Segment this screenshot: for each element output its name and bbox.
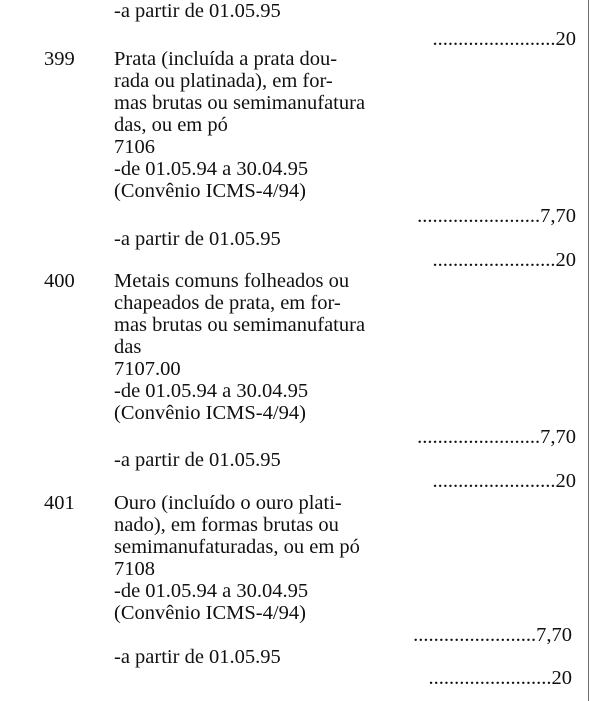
item-401-description-line-3: semimanufaturadas, ou em pó — [114, 536, 360, 558]
item-400-agreement: (Convênio ICMS-4/94) — [114, 402, 306, 424]
item-400-description-line-4: das — [114, 336, 142, 358]
top-rate: ........................20 — [432, 28, 576, 50]
item-399-agreement: (Convênio ICMS-4/94) — [114, 180, 306, 202]
item-400-period-label: -de 01.05.94 a 30.04.95 — [114, 380, 309, 402]
item-399-description-line-3: mas brutas ou semimanufatura — [114, 92, 366, 114]
item-399-description-line-1: Prata (incluída a prata dou- — [114, 48, 338, 70]
item-399-description-line-2: rada ou platinada), em for- — [114, 70, 333, 92]
item-401-description-line-1: Ouro (incluído o ouro plati- — [114, 492, 342, 514]
item-400-code: 7107.00 — [114, 358, 181, 380]
item-399-after-rate: ........................20 — [432, 249, 576, 271]
item-399-after-label: -a partir de 01.05.95 — [114, 228, 281, 250]
item-399-code: 7106 — [114, 136, 155, 158]
item-400-description-line-3: mas brutas ou semimanufatura — [114, 314, 366, 336]
item-400-after-label: -a partir de 01.05.95 — [114, 449, 281, 471]
item-401-agreement: (Convênio ICMS-4/94) — [114, 602, 306, 624]
item-401-after-label: -a partir de 01.05.95 — [114, 646, 281, 668]
item-number-400: 400 — [44, 270, 75, 292]
item-401-period-label: -de 01.05.94 a 30.04.95 — [114, 580, 309, 602]
item-400-period-rate: ........................7,70 — [417, 426, 576, 448]
item-399-period-rate: ........................7,70 — [417, 205, 576, 227]
item-399-description-line-4: das, ou em pó — [114, 114, 228, 136]
item-400-description-line-2: chapeados de prata, em for- — [114, 292, 341, 314]
item-399-period-label: -de 01.05.94 a 30.04.95 — [114, 158, 309, 180]
right-margin-rule — [588, 0, 589, 701]
item-401-period-rate: ........................7,70 — [413, 624, 572, 646]
item-number-401: 401 — [44, 492, 75, 514]
item-401-description-line-2: nado), em formas brutas ou — [114, 514, 339, 536]
item-number-399: 399 — [44, 48, 75, 70]
item-401-after-rate: ........................20 — [428, 667, 572, 689]
item-400-description-line-1: Metais comuns folheados ou — [114, 270, 350, 292]
item-401-code: 7108 — [114, 558, 155, 580]
top-date-label: -a partir de 01.05.95 — [114, 0, 281, 22]
item-400-after-rate: ........................20 — [432, 470, 576, 492]
